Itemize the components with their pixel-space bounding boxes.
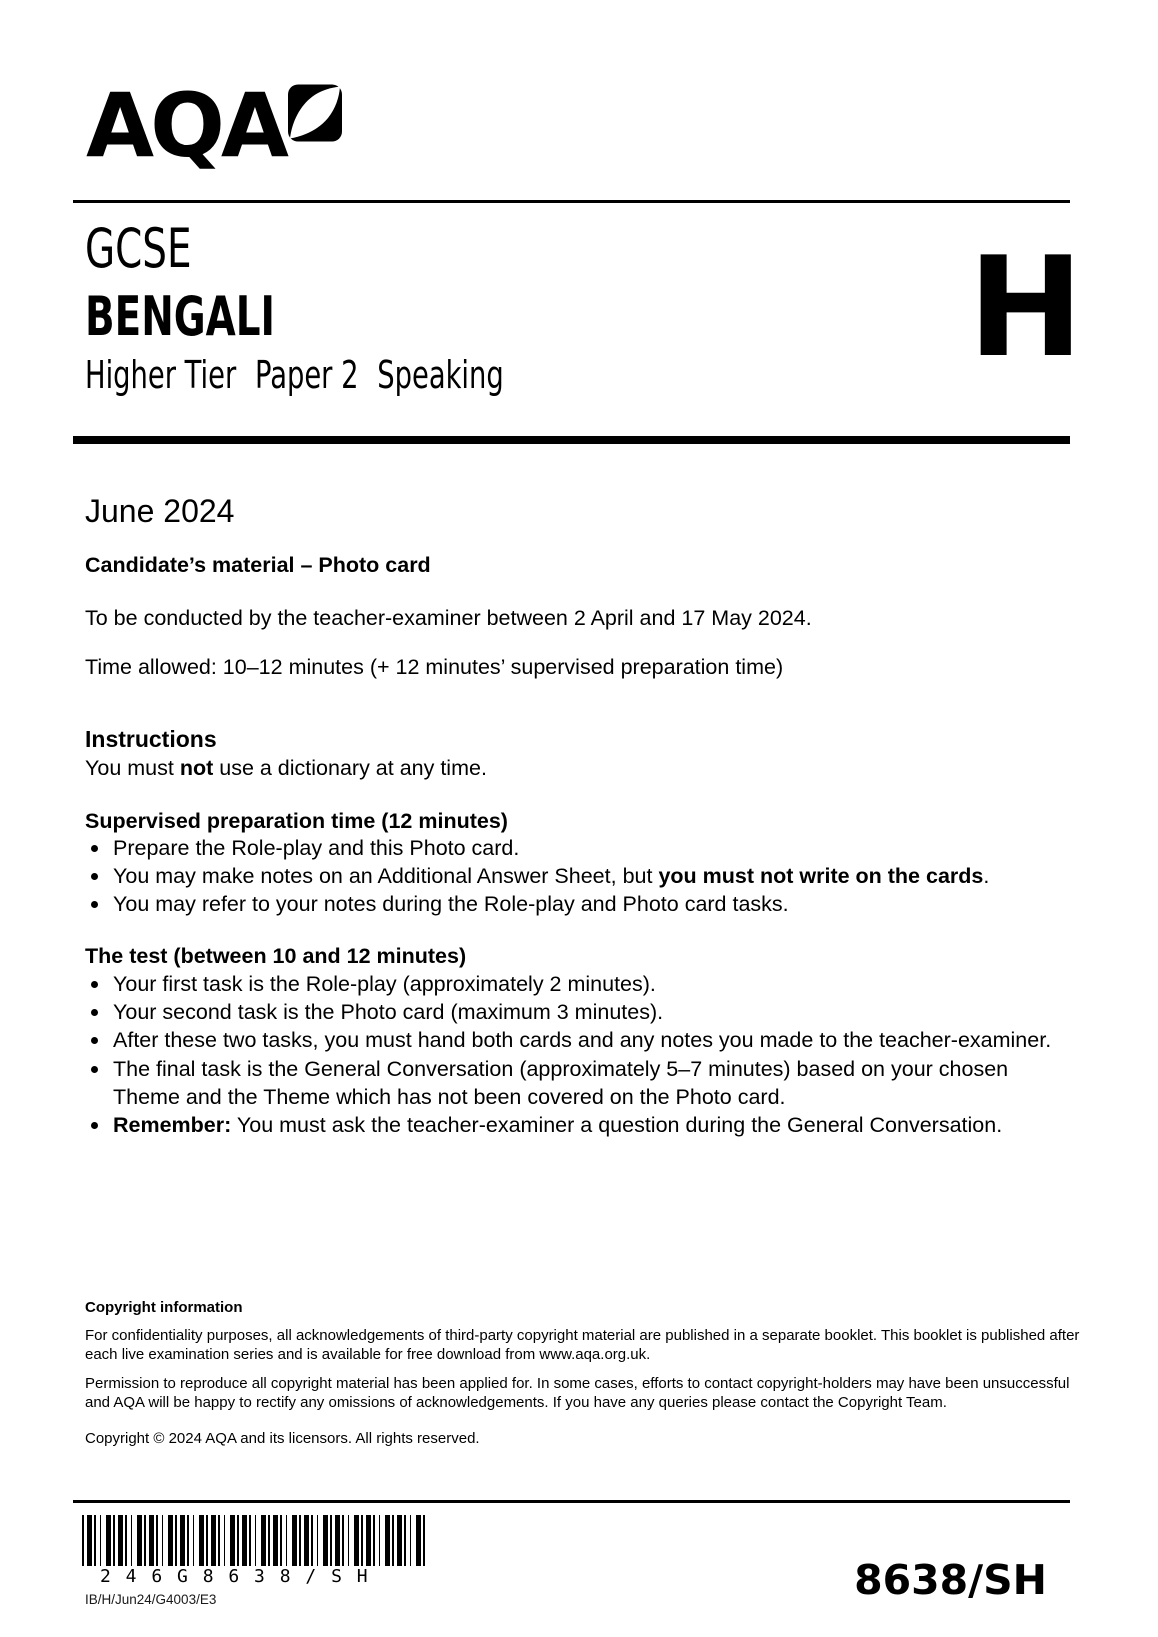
test-bullet-list bbox=[85, 970, 1080, 1139]
mode-label: Speaking bbox=[377, 353, 504, 397]
bullet-icon bbox=[91, 981, 98, 988]
header-rule bbox=[73, 200, 1070, 203]
paper-code: 8638/SH bbox=[854, 1556, 1047, 1604]
list-item: You may make notes on an Additional Answer Sheet, but you must not write on the cards. bbox=[85, 862, 1080, 890]
bullet-icon bbox=[91, 845, 98, 852]
copyright-paragraph: Permission to reproduce all copyright material has been applied for. In some cases, efforts to contact copyright-holders may have been unsuccessful and AQA will be happy to rectify any omissions of acknowledgements. If you have any queries please contact the Copyright Team. bbox=[85, 1375, 1070, 1411]
time-allowed: Time allowed: 10–12 minutes (+ 12 minutes’ supervised preparation time) bbox=[85, 655, 784, 679]
aqa-leaf-icon bbox=[288, 84, 342, 142]
list-item: Remember: You must ask the teacher-examiner a question during the General Conversation. bbox=[85, 1111, 1080, 1139]
copyright-notice: Copyright © 2024 AQA and its licensors. All rights reserved. bbox=[85, 1430, 480, 1447]
aqa-wordmark: AQA bbox=[86, 74, 286, 177]
qualification-title: GCSE bbox=[85, 217, 192, 280]
title-rule bbox=[73, 436, 1070, 444]
list-item: After these two tasks, you must hand both cards and any notes you made to the teacher-examiner. bbox=[85, 1026, 1080, 1054]
prep-time-title: Supervised preparation time (12 minutes) bbox=[85, 809, 508, 833]
conduct-window: To be conducted by the teacher-examiner between 2 April and 17 May 2024. bbox=[85, 606, 812, 630]
tier-label: Higher Tier bbox=[85, 353, 237, 397]
bullet-icon bbox=[91, 1122, 98, 1129]
footer-rule bbox=[73, 1500, 1070, 1503]
prep-bullet-list bbox=[85, 834, 1080, 919]
bullet-icon bbox=[91, 1009, 98, 1016]
list-item: You may refer to your notes during the Role-play and Photo card tasks. bbox=[85, 890, 1080, 918]
list-item: Your second task is the Photo card (maximum 3 minutes). bbox=[85, 998, 1080, 1026]
higher-tier-badge: H bbox=[968, 227, 1084, 388]
bullet-icon bbox=[91, 1066, 98, 1073]
barcode-text: 2 4 6 G 8 6 3 8 / S H bbox=[100, 1566, 370, 1587]
instructions-title: Instructions bbox=[85, 726, 217, 752]
paper-label: Paper 2 bbox=[254, 353, 359, 397]
barcode bbox=[82, 1515, 428, 1566]
exam-date: June 2024 bbox=[85, 493, 235, 529]
material-heading: Candidate’s material – Photo card bbox=[85, 553, 431, 577]
paper-details-line bbox=[85, 355, 522, 397]
copyright-paragraph: For confidentiality purposes, all acknowledgements of third-party copyright material are published in a separate booklet. This booklet is published after each live examination series and is available for free download from www.aqa.org.uk. bbox=[85, 1327, 1080, 1363]
test-section-title: The test (between 10 and 12 minutes) bbox=[85, 944, 467, 968]
bullet-icon bbox=[91, 1037, 98, 1044]
bullet-icon bbox=[91, 901, 98, 908]
dictionary-rule: You must not use a dictionary at any time. bbox=[85, 756, 487, 780]
list-item: Prepare the Role-play and this Photo card. bbox=[85, 834, 1080, 862]
list-item: Your first task is the Role-play (approximately 2 minutes). bbox=[85, 970, 1080, 998]
reference-code: IB/H/Jun24/G4003/E3 bbox=[85, 1592, 217, 1607]
copyright-title: Copyright information bbox=[85, 1299, 243, 1316]
bullet-icon bbox=[91, 873, 98, 880]
list-item: The final task is the General Conversation (approximately 5–7 minutes) based on your chosen Theme and the Theme which has not been covered on the Photo card. bbox=[85, 1055, 1080, 1111]
subject-title: BENGALI bbox=[85, 285, 275, 348]
